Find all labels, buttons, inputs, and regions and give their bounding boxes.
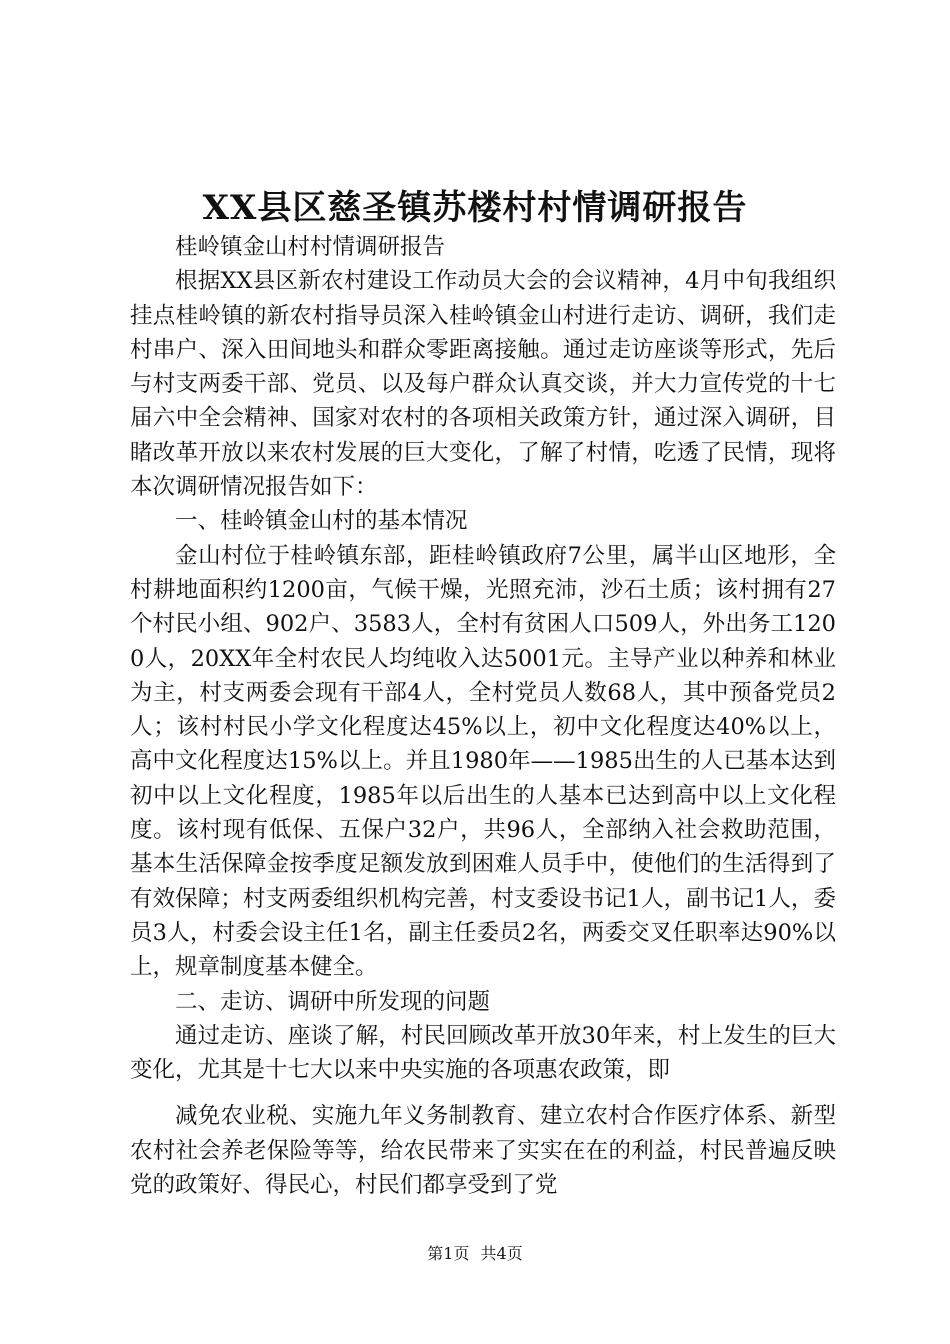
document-body	[130, 230, 836, 1202]
section-heading-2: 二、走访、调研中所发现的问题	[175, 988, 491, 1015]
document-title: XX县区慈圣镇苏楼村村情调研报告	[202, 188, 748, 228]
subtitle-paragraph: 桂岭镇金山村村情调研报告	[175, 234, 446, 260]
page-total: 共4页	[480, 1244, 523, 1263]
section-heading-1: 一、桂岭镇金山村的基本情况	[175, 508, 468, 535]
page-number: 第1页	[427, 1244, 470, 1263]
basic-info-paragraph: 金山村位于桂岭镇东部，距桂岭镇政府7公里，属半山区地形，全村耕地面积约1200亩，气候干燥，光照充沛，沙石土质；该村拥有27个村民小组、902户、3583人，全村有贫困人口509人，外出务工1200人，20XX年全村农民人均纯收入达5001元。主导产业以种养和林业为主，村支两委会现有干部4人，全村党员人数68人，其中预备党员2人；该村村民小学文化程度达45%以上，初中文化程度达40%以上，高中文化程度达15%以上。并且1980年——1985出生的人已基本达到初中以上文化程度，1985年以后出生的人基本已达到高中以上文化程度。该村现有低保、五保户32户，共96人，全部纳入社会救助范围，基本生活保障金按季度足额发放到困难人员手中，使他们的生活得到了有效保障；村支两委组织机构完善，村支委设书记1人，副书记1人，委员3人，村委会设主任1名，副主任委员2名，两委交叉任职率达90%以上，规章制度基本健全。	[130, 542, 836, 981]
intro-paragraph: 根据XX县区新农村建设工作动员大会的会议精神，4月中旬我组织挂点桂岭镇的新农村指导员深入桂岭镇金山村进行走访、调研，我们走村串户、深入田间地头和群众零距离接触。通过走访座谈等形式，先后与村支两委干部、党员、以及每户群众认真交谈，并大力宣传党的十七届六中全会精神、国家对农村的各项相关政策方针，通过深入调研，目睹改革开放以来农村发展的巨大变化，了解了村情，吃透了民情，现将本次调研情况报告如下：	[130, 268, 836, 501]
findings-paragraph: 通过走访、座谈了解，村民回顾改革开放30年来，村上发生的巨大变化，尤其是十七大以来中央实施的各项惠农政策，即	[130, 1022, 836, 1084]
page-footer	[0, 1244, 950, 1264]
policy-paragraph: 减免农业税、实施九年义务制教育、建立农村合作医疗体系、新型农村社会养老保险等等，给农民带来了实实在在的利益，村民普遍反映党的政策好、得民心，村民们都享受到了党	[130, 1103, 836, 1199]
